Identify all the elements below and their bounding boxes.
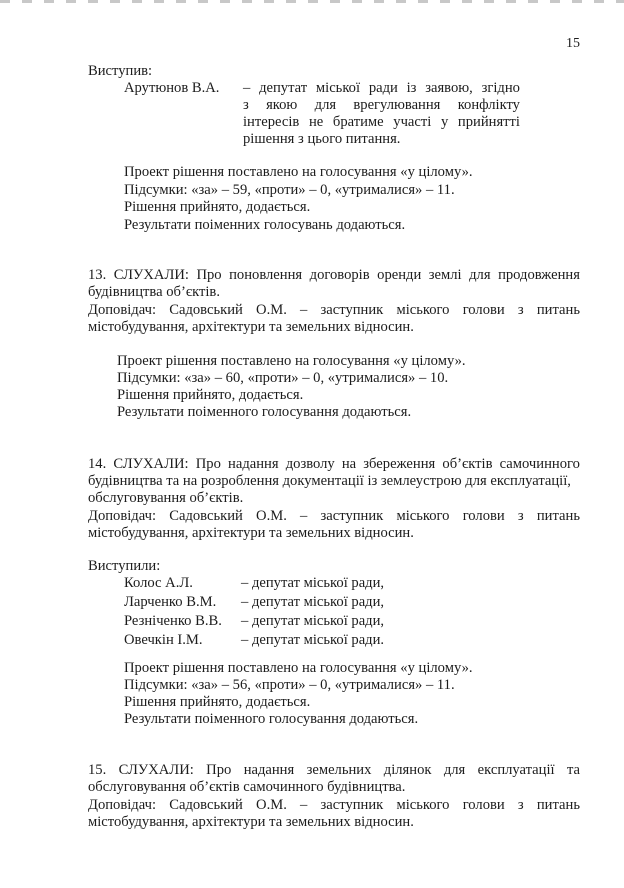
speaker-heading: Виступив: (88, 63, 153, 79)
word: надання (228, 456, 279, 472)
vote-line: Підсумки: «за» – 59, «проти» – 0, «утрималися» – 11. (124, 182, 455, 198)
speaker-name: Арутюнов В.А. (124, 80, 220, 96)
word: врегулювання (353, 97, 441, 113)
word: Про (206, 762, 232, 778)
scan-top-edge (0, 0, 624, 3)
vote-line: Підсумки: «за» – 60, «проти» – 0, «утрималися» – 10. (117, 370, 449, 386)
word: Доповідач: (88, 797, 157, 813)
word: для (469, 267, 491, 283)
word: для (314, 97, 337, 113)
word: інтересів (243, 114, 300, 130)
word: Про (196, 267, 222, 283)
item-14-reporter: містобудування, архітектури та земельних відносин. (88, 525, 414, 541)
vote-line: Проект рішення поставлено на голосування «у цілому». (124, 660, 473, 676)
word: заявою, (425, 80, 473, 96)
word: – (300, 302, 308, 318)
word: – (300, 508, 308, 524)
word: заступник (320, 508, 384, 524)
item-15-title (88, 762, 580, 779)
item-13-reporter (88, 302, 580, 319)
item-15-reporter: містобудування, архітектури та земельних відносин. (88, 814, 414, 830)
word: ради (368, 80, 398, 96)
vote-line: Рішення прийнято, додається. (124, 694, 311, 710)
word: продовження (498, 267, 580, 283)
speaker-role-line (243, 97, 520, 114)
speaker-role: – депутат міської ради, (241, 613, 385, 629)
word: із (406, 80, 417, 96)
word: міського (396, 508, 450, 524)
vote-line: Результати поіменних голосувань додаються. (124, 217, 406, 233)
word: з (517, 302, 524, 318)
word: – (243, 80, 251, 96)
word: 15. (88, 762, 107, 778)
word: збереження (363, 456, 436, 472)
item-13-reporter: містобудування, архітектури та земельних відносин. (88, 319, 414, 335)
word: заступник (320, 302, 384, 318)
word: експлуатації (477, 762, 555, 778)
word: Садовський (169, 302, 243, 318)
word: О.М. (256, 302, 287, 318)
word: не (308, 114, 324, 130)
word: міської (315, 80, 361, 96)
speaker-role-line (243, 80, 520, 97)
page-number: 15 (566, 36, 580, 51)
word: для (443, 762, 466, 778)
word: та (566, 762, 580, 778)
word: заступник (320, 797, 384, 813)
word: поновлення (229, 267, 303, 283)
word: питань (536, 508, 580, 524)
word: у (440, 114, 449, 130)
word: СЛУХАЛИ: (118, 762, 194, 778)
speaker-role: – депутат міської ради, (241, 575, 385, 591)
word: конфлікту (457, 97, 520, 113)
word: Садовський (169, 508, 243, 524)
word: міського (396, 797, 450, 813)
word: питань (536, 302, 580, 318)
word: – (300, 797, 308, 813)
word: згідно (481, 80, 520, 96)
word: питань (536, 797, 580, 813)
item-13-title (88, 267, 580, 284)
vote-line: Підсумки: «за» – 56, «проти» – 0, «утрималися» – 11. (124, 677, 455, 693)
vote-line: Рішення прийнято, додається. (117, 387, 304, 403)
speaker-role-line (243, 114, 520, 131)
word: 14. (88, 456, 107, 472)
vote-line: Проект рішення поставлено на голосування «у цілому». (117, 353, 466, 369)
speakers-list (124, 575, 384, 649)
word: міського (396, 302, 450, 318)
item-13-title: будівництва об’єктів. (88, 284, 220, 300)
item-14-reporter (88, 508, 580, 525)
word: О.М. (256, 797, 287, 813)
vote-line: Результати поіменного голосування додаються. (117, 404, 412, 420)
speaker-name: Колос А.Л. (124, 575, 193, 591)
word: з (517, 797, 524, 813)
word: депутат (259, 80, 308, 96)
word: 13. (88, 267, 107, 283)
word: Доповідач: (88, 508, 157, 524)
speaker-name: Овечкін І.М. (124, 632, 203, 648)
word: СЛУХАЛИ: (113, 456, 189, 472)
speaker-role: – депутат міської ради, (241, 594, 385, 610)
word: надання (243, 762, 295, 778)
word: прийнятті (457, 114, 520, 130)
item-15-reporter (88, 797, 580, 814)
speakers-heading: Виступили: (88, 558, 161, 574)
word: О.М. (256, 508, 287, 524)
vote-line: Проект рішення поставлено на голосування «у цілому». (124, 164, 473, 180)
item-14-title (88, 456, 580, 473)
word: Доповідач: (88, 302, 157, 318)
speaker-name: Резніченко В.В. (124, 613, 222, 629)
vote-line: Результати поіменного голосування додаються. (124, 711, 419, 727)
word: земельних (306, 762, 372, 778)
word: оренди (377, 267, 422, 283)
speaker-role: – депутат міської ради. (241, 632, 385, 648)
word: голови (462, 797, 505, 813)
word: якою (266, 97, 298, 113)
word: об’єктів (442, 456, 493, 472)
item-14-title: будівництва та на розроблення документації із землеустрою для експлуатації, (88, 473, 571, 489)
word: ділянок (383, 762, 432, 778)
item-14-title: обслуговування об’єктів. (88, 490, 244, 506)
word: з (243, 97, 249, 113)
word: Про (195, 456, 221, 472)
vote-line: Рішення прийнято, додається. (124, 199, 311, 215)
word: голови (462, 302, 505, 318)
word: голови (462, 508, 505, 524)
word: самочинного (499, 456, 580, 472)
word: договорів (309, 267, 370, 283)
speaker-role-line: рішення з цього питання. (243, 131, 401, 147)
word: дозволу (285, 456, 335, 472)
word: участі (393, 114, 432, 130)
word: землі (428, 267, 462, 283)
speaker-name: Ларченко В.М. (124, 594, 217, 610)
word: на (341, 456, 357, 472)
word: братиме (332, 114, 384, 130)
word: СЛУХАЛИ: (113, 267, 189, 283)
word: з (517, 508, 524, 524)
word: Садовський (169, 797, 243, 813)
item-15-title: обслуговування об’єктів самочинного будівництва. (88, 779, 406, 795)
